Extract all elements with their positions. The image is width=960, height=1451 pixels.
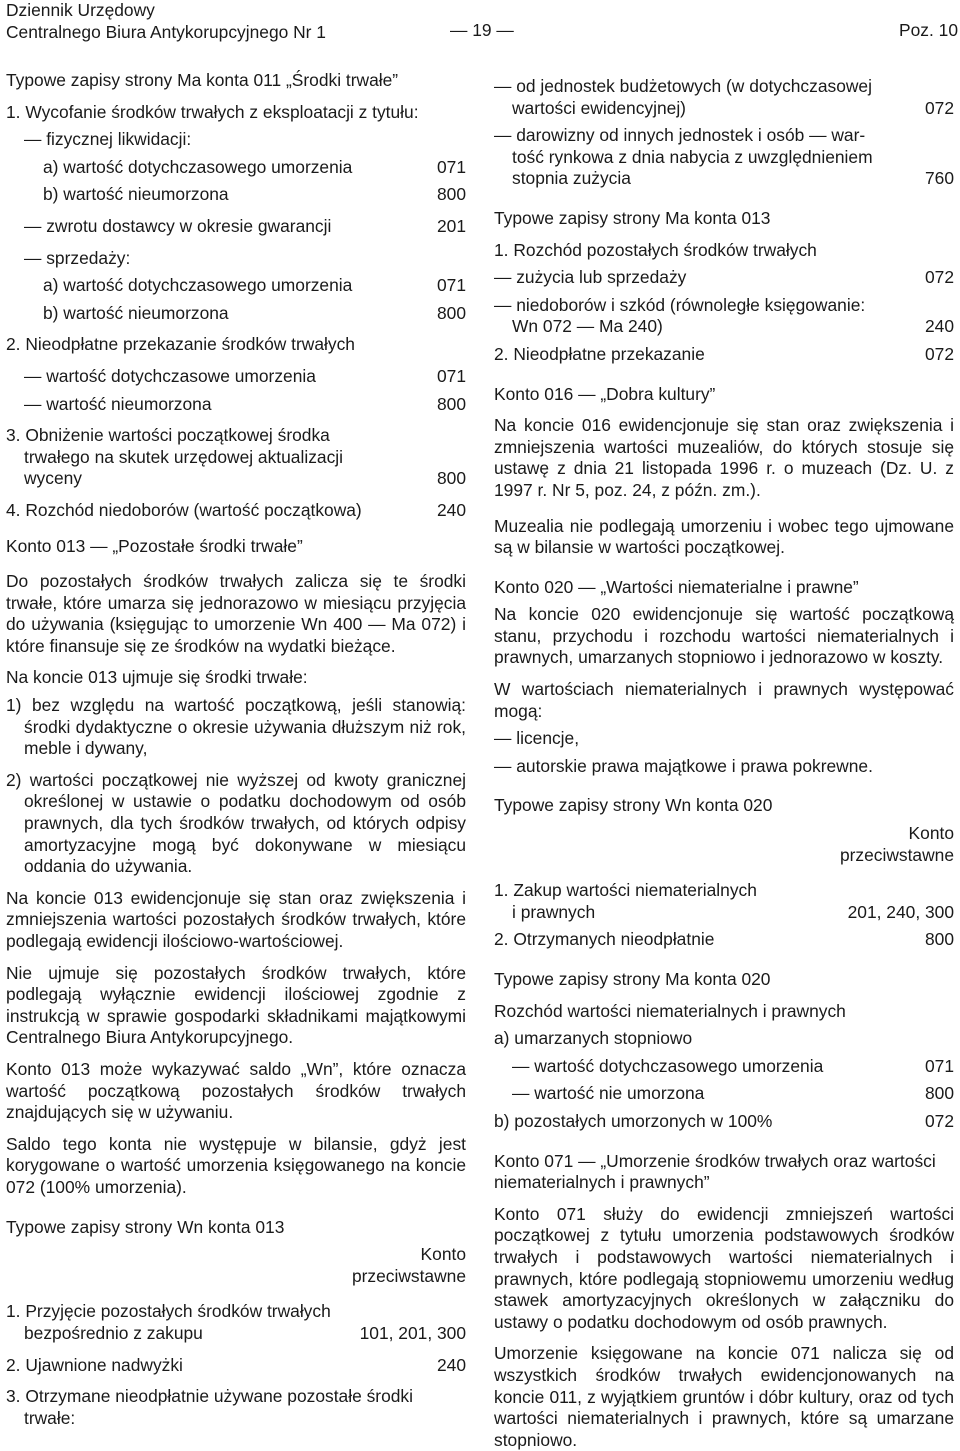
- entry-row: [6, 425, 466, 490]
- entry-account: 760: [924, 168, 954, 189]
- entry-label: 1. Przyjęcie pozostałych środków trwałych: [6, 1301, 331, 1322]
- column-header-account: Konto: [908, 823, 954, 844]
- entry-account: 101, 201, 300: [359, 1322, 466, 1343]
- item-2: 2. Nieodpłatne przekazanie środków trwałych: [6, 334, 355, 355]
- column-header-counter: przeciwstawne: [839, 844, 954, 865]
- section-title-konto-016: Konto 016 — „Dobra kultury”: [494, 383, 716, 404]
- item-1: 1. Wycofanie środków trwałych z eksploatacji z tytułu:: [6, 101, 419, 122]
- entry-account: 071: [924, 1055, 954, 1076]
- entry-label: — niedoborów i szkód (równoległe księgowanie:: [494, 294, 866, 315]
- entry-row: [6, 184, 466, 206]
- page-number: — 19 —: [450, 20, 514, 40]
- entry-account: 071: [436, 156, 466, 177]
- entry-label: i prawnych: [512, 901, 596, 922]
- entry-label: wartości ewidencyjnej): [512, 97, 686, 118]
- entry-row: [6, 216, 466, 238]
- entry-label: — wartość nie umorzona: [512, 1083, 705, 1104]
- entry-row: [6, 303, 466, 325]
- entry-row: [494, 267, 954, 289]
- column-header-account: Konto: [420, 1244, 466, 1265]
- entry-label: 2. Nieodpłatne przekazanie: [494, 343, 705, 364]
- entry-row: [6, 1323, 466, 1345]
- paragraph: Na koncie 013 ujmuje się środki trwałe:: [6, 667, 308, 688]
- entry-label: a) umarzanych stopniowo: [494, 1028, 693, 1049]
- section-title-konto-020: Konto 020 — „Wartości niematerialne i prawne”: [494, 576, 859, 597]
- entry-row: [6, 366, 466, 388]
- entry-label: b) wartość nieumorzona: [43, 184, 229, 205]
- entry-row: [6, 500, 466, 522]
- section-title-wn-020: Typowe zapisy strony Wn konta 020: [494, 795, 773, 816]
- section-title-ma-020: Typowe zapisy strony Ma konta 020: [494, 969, 771, 989]
- entry-row: [494, 902, 954, 924]
- paragraph: Konto 071 służy do ewidencji zmniejszeń wartości początkowej z tytułu umorzenia podstawowych środków trwałych i podstawowych wartości niematerialnych i prawnych, które podlegają stopniowemu umorzeniu według stawek amortyzacyjnych określonych w załączniku do ustawy o podatku dochodowym od osób prawnych.: [494, 1203, 954, 1332]
- paragraph: W wartościach niematerialnych i prawnych występować mogą:: [494, 679, 954, 721]
- entry-account: 201, 240, 300: [847, 901, 954, 922]
- paragraph: Na koncie 013 ewidencjonuje się stan oraz zwiększenia i zmniejszenia wartości pozostałych środków trwałych, które podlegają ewidencji ilościowo-wartościowej.: [6, 887, 466, 951]
- entry-account: 800: [436, 468, 466, 489]
- entry-label: 2. Ujawnione nadwyżki: [6, 1354, 183, 1375]
- entry-label: stopnia zużycia: [512, 168, 631, 189]
- entry-label: — wartość dotychczasowe umorzenia: [24, 365, 316, 386]
- section-title-wn-013: Typowe zapisy strony Wn konta 013: [6, 1216, 285, 1237]
- journal-title-line1: Dziennik Urzędowy: [6, 0, 155, 20]
- entry-account: 071: [436, 365, 466, 386]
- entry-label: bezpośrednio z zakupu: [24, 1322, 203, 1343]
- entry-label: — zużycia lub sprzedaży: [494, 267, 687, 288]
- entry-label: 1. Zakup wartości niematerialnych: [494, 880, 757, 901]
- entry-account: 072: [924, 97, 954, 118]
- entry-label: 3. Obniżenie wartości początkowej środka trwałego na skutek urzędowej aktualizacji wyceny: [6, 425, 343, 489]
- entry-account: 800: [436, 393, 466, 414]
- entry-label: tość rynkowa z dnia nabycia z uwzględnieniem: [512, 146, 873, 167]
- entry-account: 800: [924, 1083, 954, 1104]
- paragraph: Umorzenie księgowane na koncie 071 nalicza się od wszystkich środków trwałych ewidencjonowanych na koncie 011, z wyjątkiem gruntów i dóbr kultury, oraz od tych wartości niematerialnych i prawnych, które są umarzane stopniowo.: [494, 1343, 954, 1450]
- journal-title-line2: Centralnego Biura Antykorupcyjnego Nr 1: [6, 21, 326, 42]
- entry-label: 1. Rozchód pozostałych środków trwałych: [494, 239, 817, 260]
- list-item: — autorskie prawa majątkowe i prawa pokrewne.: [494, 755, 873, 776]
- item-1-sale: — sprzedaży:: [24, 247, 131, 268]
- entry-row: [6, 157, 466, 179]
- entry-label: a) wartość dotychczasowego umorzenia: [43, 275, 353, 296]
- entry-label: — wartość nieumorzona: [24, 393, 212, 414]
- entry-row: [6, 394, 466, 416]
- entry-account: 201: [436, 215, 466, 236]
- entry-label: — darowizny od innych jednostek i osób — war-: [494, 125, 866, 146]
- entry-label: — wartość dotychczasowego umorzenia: [512, 1055, 824, 1076]
- item-1-liquidation: — fizycznej likwidacji:: [24, 129, 192, 150]
- entry-row: [494, 344, 954, 366]
- entry-row: [494, 1083, 954, 1105]
- entry-row: [494, 1056, 954, 1078]
- section-title-konto-071: Konto 071 — „Umorzenie środków trwałych oraz wartości niematerialnych i prawnych”: [494, 1150, 936, 1193]
- left-column: [6, 70, 466, 1429]
- entry-row: [494, 168, 954, 190]
- section-title-ma-013: Typowe zapisy strony Ma konta 013: [494, 207, 771, 228]
- paragraph: Na koncie 020 ewidencjonuje się wartość początkową stanu, przychodu i rozchodu wartości niematerialnych i prawnych, umarzanych stopniowo i jednorazowo w koszty.: [494, 604, 954, 668]
- entry-account: 800: [436, 184, 466, 205]
- page-header: [6, 0, 958, 42]
- paragraph: Konto 013 może wykazywać saldo „Wn”, które oznacza wartość początkową pozostałych środków trwałych znajdujących się w używaniu.: [6, 1058, 466, 1123]
- entry-account: 240: [436, 499, 466, 520]
- entry-label: Wn 072 — Ma 240): [512, 316, 663, 337]
- paragraph: Do pozostałych środków trwałych zalicza się te środki trwałe, które umarza się jednorazowo w miesiącu przyjęcia do używania (księgując to umorzenie Wn 400 — Ma 072) i które finansuje się ze środków na wydatki bieżące.: [6, 571, 466, 656]
- list-item: — licencje,: [494, 728, 580, 749]
- entry-account: 072: [924, 267, 954, 288]
- entry-account: 072: [924, 1110, 954, 1131]
- paragraph: Muzealia nie podlegają umorzeniu i wobec tego ujmowane są w bilansie w wartości początkowej.: [494, 515, 954, 558]
- list-item: 2) wartości początkowej nie wyższej od kwoty granicznej określonej w ustawie o podatku dochodowym od osób prawnych, dla tych środków trwałych, od których odpisy amortyzacyjne mogą być dokonywane w miesiącu oddania do używania.: [6, 769, 466, 877]
- column-header-counter: przeciwstawne: [351, 1265, 466, 1286]
- entry-label: b) pozostałych umorzonych w 100%: [494, 1110, 773, 1131]
- section-title-konto-013: Konto 013 — „Pozostałe środki trwałe”: [6, 535, 303, 556]
- entry-label: — od jednostek budżetowych (w dotychczasowej: [494, 76, 872, 96]
- paragraph: Rozchód wartości niematerialnych i prawnych: [494, 1000, 846, 1021]
- entry-row: [494, 929, 954, 951]
- list-item: 1) bez względu na wartość początkową, jeśli stanowią: środki dydaktyczne o okresie używania dłuższym niż rok, meble i dywany,: [6, 695, 466, 759]
- paragraph: Nie ujmuje się pozostałych środków trwałych, które podlegają wyłącznie ewidencji ilościowej zgodnie z instrukcją w sprawie gospodarki składnikami majątkowymi Centralnego Biura Antykorupcyjnego.: [6, 962, 466, 1048]
- entry-row: [494, 98, 954, 120]
- entry-account: 072: [924, 343, 954, 364]
- entry-row: [6, 275, 466, 297]
- entry-account: 240: [436, 1354, 466, 1375]
- entry-label: b) wartość nieumorzona: [43, 302, 229, 323]
- entry-label: 4. Rozchód niedoborów (wartość początkowa): [6, 499, 362, 520]
- section-title-ma-011: Typowe zapisy strony Ma konta 011 „Środki trwałe”: [6, 70, 399, 90]
- paragraph: Na koncie 016 ewidencjonuje się stan oraz zwiększenia i zmniejszenia wartości muzealiów, do których stosuje się ustawę z dnia 21 listopada 1996 r. o muzeach (Dz. U. z 1997 r. Nr 5, poz. 24, z późn. zm.).: [494, 415, 954, 500]
- journal-title: [6, 0, 326, 43]
- position-number: Poz. 10: [899, 20, 958, 40]
- entry-label: 3. Otrzymane nieodpłatnie używane pozostałe środki trwałe:: [6, 1386, 413, 1428]
- paragraph: Saldo tego konta nie występuje w bilansie, gdyż jest korygowane o wartość umorzenia księgowanego na koncie 072 (100% umorzenia).: [6, 1133, 466, 1197]
- entry-row: [494, 316, 954, 338]
- entry-label: a) wartość dotychczasowego umorzenia: [43, 156, 353, 177]
- entry-account: 800: [436, 302, 466, 323]
- entry-account: 071: [436, 275, 466, 296]
- right-column: [494, 76, 954, 1451]
- entry-account: 800: [924, 929, 954, 950]
- entry-row: [494, 1111, 954, 1133]
- entry-label: 2. Otrzymanych nieodpłatnie: [494, 929, 715, 950]
- entry-row: [6, 1355, 466, 1377]
- entry-label: — zwrotu dostawcy w okresie gwarancji: [24, 215, 332, 236]
- entry-account: 240: [924, 316, 954, 337]
